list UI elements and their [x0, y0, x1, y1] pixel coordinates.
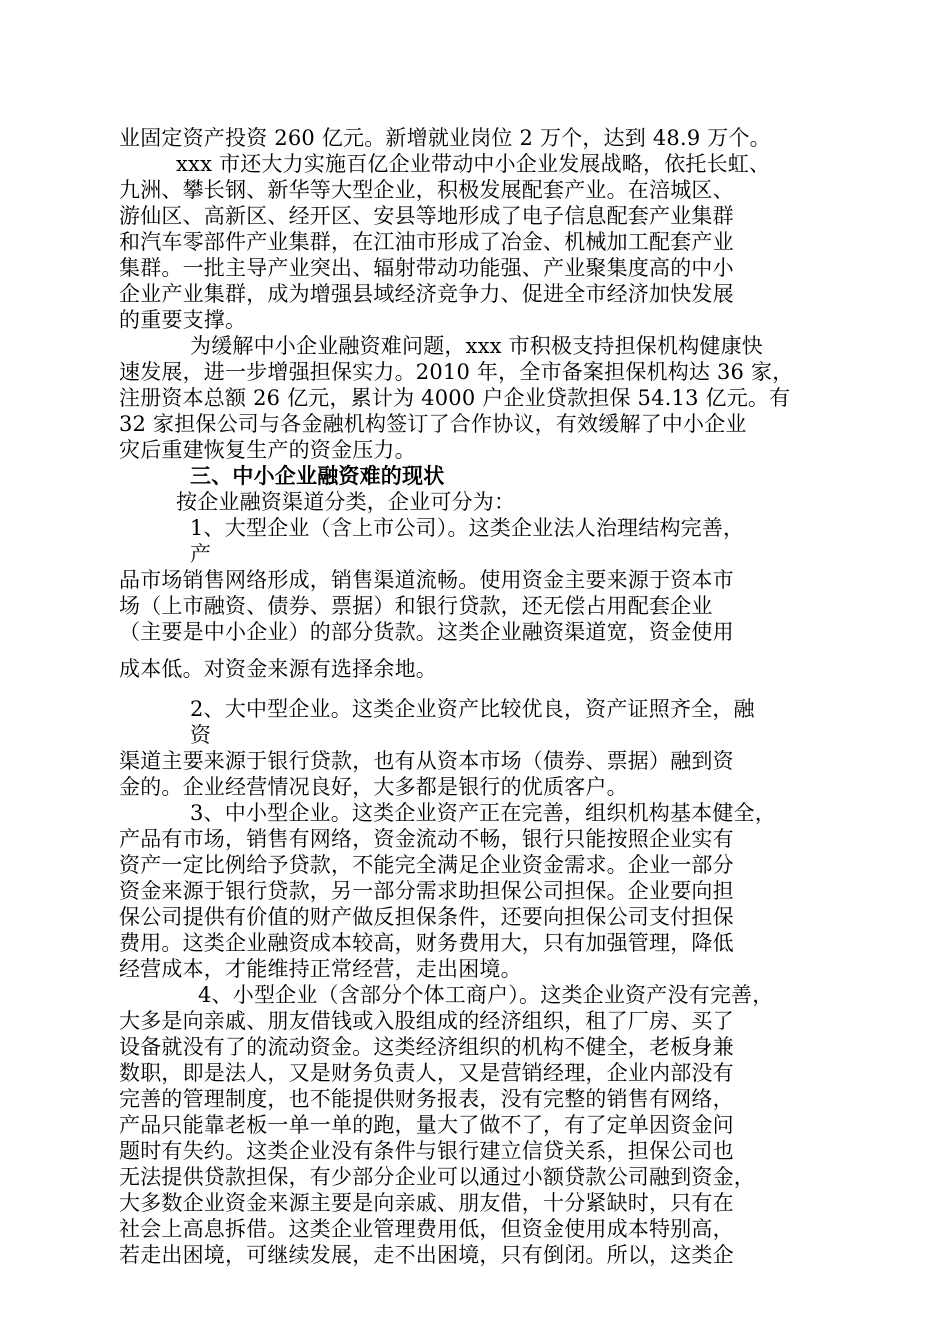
text-line: 资金来源于银行贷款，另一部分需求助担保公司担保。企业要向担	[119, 879, 734, 903]
text-line: 成本低。对资金来源有选择余地。	[119, 657, 437, 681]
text-line: 的重要支撑。	[119, 308, 247, 332]
text-line: 灾后重建恢复生产的资金压力。	[119, 438, 416, 462]
text-line: 游仙区、高新区、经开区、安县等地形成了电子信息配套产业集群	[119, 204, 734, 228]
text-line: 业固定资产投资 260 亿元。新增就业岗位 2 万个，达到 48.9 万个。	[119, 126, 771, 150]
text-line: 产品有市场，销售有网络，资金流动不畅，银行只能按照企业实有	[119, 827, 734, 851]
text-line: 费用。这类企业融资成本较高，财务费用大，只有加强管理，降低	[119, 931, 734, 955]
text-line: 九洲、攀长钢、新华等大型企业，积极发展配套产业。在涪城区、	[119, 178, 734, 202]
text-line: 完善的管理制度，也不能提供财务报表，没有完整的销售有网络，	[119, 1087, 734, 1111]
text-line: 若走出困境，可继续发展，走不出困境，只有倒闭。所以，这类企	[119, 1243, 734, 1267]
text-line: 数职，即是法人，又是财务负责人，又是营销经理，企业内部没有	[119, 1061, 734, 1085]
text-line: 按企业融资渠道分类，企业可分为：	[176, 490, 516, 514]
text-line: 为缓解中小企业融资难问题，xxx 市积极支持担保机构健康快	[190, 334, 764, 358]
text-line: 经营成本，才能维持正常经营，走出困境。	[119, 957, 522, 981]
text-line: 注册资本总额 26 亿元，累计为 4000 户企业贷款担保 54.13 亿元。有	[119, 386, 791, 410]
text-line: 场（上市融资、债券、票据）和银行贷款，还无偿占用配套企业	[119, 594, 713, 618]
text-line: 资	[190, 723, 212, 747]
text-line: 3、中小型企业。这类企业资产正在完善，组织机构基本健全，	[190, 801, 776, 825]
text-line: 资产一定比例给予贷款，不能完全满足企业资金需求。企业一部分	[119, 853, 734, 877]
text-line: 社会上高息拆借。这类企业管理费用低，但资金使用成本特别高，	[119, 1217, 734, 1241]
text-line: 32 家担保公司与各金融机构签订了合作协议，有效缓解了中小企业	[119, 412, 747, 436]
text-line: 和汽车零部件产业集群，在江油市形成了冶金、机械加工配套产业	[119, 230, 734, 254]
text-line: 渠道主要来源于银行贷款，也有从资本市场（债券、票据）融到资	[119, 749, 734, 773]
text-line: 速发展，进一步增强担保实力。2010 年，全市备案担保机构达 36 家，	[119, 360, 794, 384]
text-line: 集群。一批主导产业突出、辐射带动功能强、产业聚集度高的中小	[119, 256, 734, 280]
text-line: 保公司提供有价值的财产做反担保条件，还要向担保公司支付担保	[119, 905, 734, 929]
text-line: 产	[190, 542, 212, 566]
text-line: 企业产业集群，成为增强县域经济竞争力、促进全市经济加快发展	[119, 282, 734, 306]
text-line: （主要是中小企业）的部分货款。这类企业融资渠道宽，资金使用	[119, 620, 734, 644]
text-line: 大多是向亲戚、朋友借钱或入股组成的经济组织，租了厂房、买了	[119, 1009, 734, 1033]
text-line: 4、小型企业（含部分个体工商户）。这类企业资产没有完善，	[198, 983, 774, 1007]
text-line: 无法提供贷款担保，有少部分企业可以通过小额贷款公司融到资金，	[119, 1165, 755, 1189]
text-line: xxx 市还大力实施百亿企业带动中小企业发展战略，依托长虹、	[176, 152, 771, 176]
text-line: 2、大中型企业。这类企业资产比较优良，资产证照齐全，融	[190, 697, 755, 721]
text-line: 产品只能靠老板一单一单的跑，量大了做不了，有了定单因资金问	[119, 1113, 734, 1137]
text-line: 1、大型企业（含上市公司）。这类企业法人治理结构完善，	[190, 516, 745, 540]
text-line: 大多数企业资金来源主要是向亲戚、朋友借，十分紧缺时，只有在	[119, 1191, 734, 1215]
text-line: 金的。企业经营情况良好，大多都是银行的优质客户。	[119, 775, 628, 799]
section-heading: 三、中小企业融资难的现状	[190, 463, 445, 488]
text-line: 设备就没有了的流动资金。这类经济组织的机构不健全，老板身兼	[119, 1035, 734, 1059]
text-line: 题时有失约。这类企业没有条件与银行建立信贷关系，担保公司也	[119, 1139, 734, 1163]
text-line: 品市场销售网络形成，销售渠道流畅。使用资金主要来源于资本市	[119, 568, 734, 592]
